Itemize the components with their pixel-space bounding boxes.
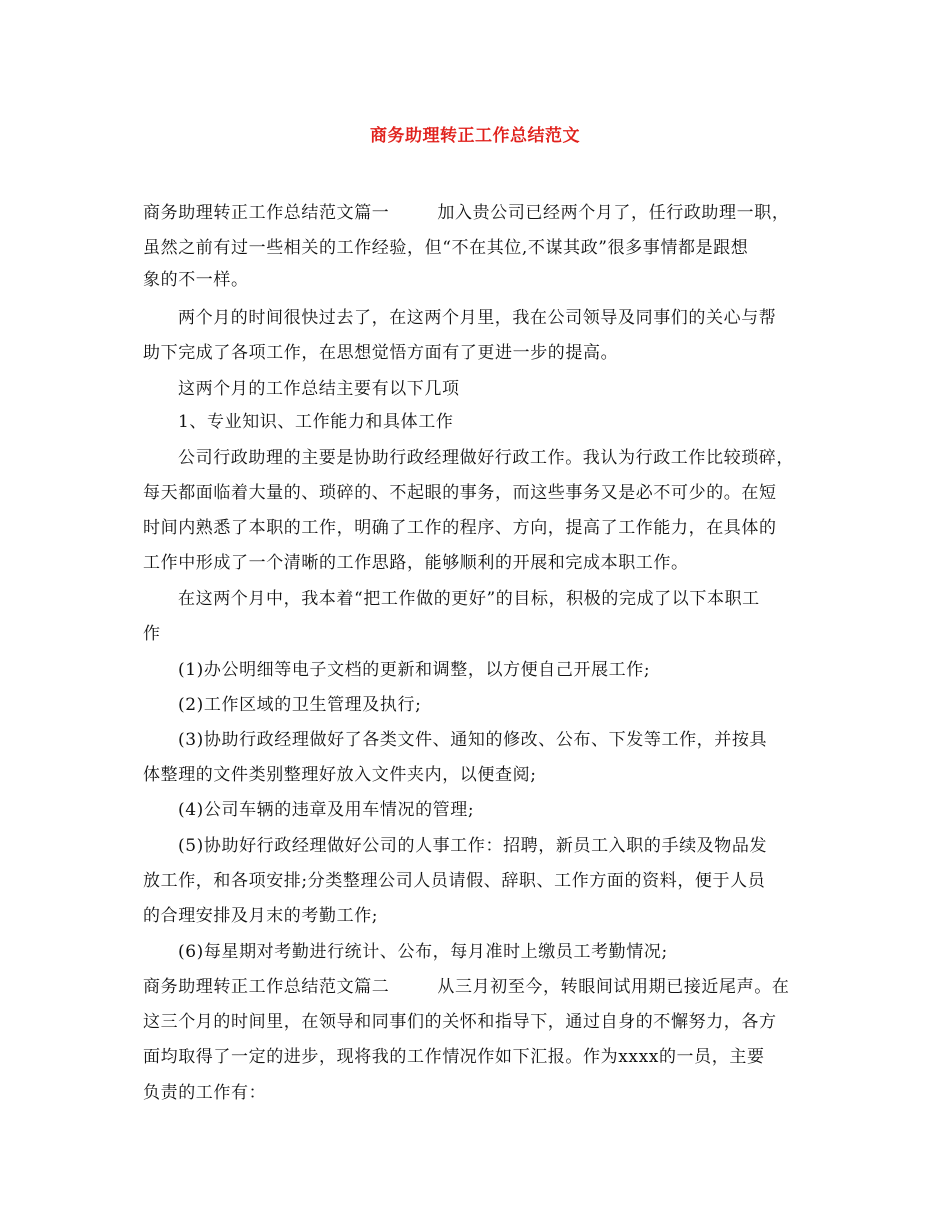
document-title: 商务助理转正工作总结范文 xyxy=(370,126,580,146)
body-line: (3)协助行政经理做好了各类文件、通知的修改、公布、下发等工作，并按具 xyxy=(178,730,768,750)
body-line: 助下完成了各项工作，在思想觉悟方面有了更进一步的提高。 xyxy=(143,343,619,363)
body-line: 1、专业知识、工作能力和具体工作 xyxy=(178,412,454,432)
body-line: 象的不一样。 xyxy=(143,270,249,290)
body-line: (1)办公明细等电子文档的更新和调整，以方便自己开展工作; xyxy=(178,660,651,680)
body-line: 在这两个月中，我本着“把工作做的更好”的目标，积极的完成了以下本职工 xyxy=(178,589,760,609)
body-line: 体整理的文件类别整理好放入文件夹内，以便查阅; xyxy=(143,765,537,785)
body-line: (6)每星期对考勤进行统计、公布，每月准时上缴员工考勤情况; xyxy=(178,942,668,962)
body-line: 每天都面临着大量的、琐碎的、不起眼的事务，而这些事务又是必不可少的。在短 xyxy=(143,483,777,503)
body-line: (5)协助好行政经理做好公司的人事工作：招聘，新员工入职的手续及物品发 xyxy=(178,836,768,856)
body-line: 负责的工作有： xyxy=(143,1083,267,1103)
body-line: 的合理安排及月末的考勤工作; xyxy=(143,906,379,926)
body-line: 商务助理转正工作总结范文篇一 加入贵公司已经两个月了，任行政助理一职， xyxy=(143,203,790,223)
body-line: 这两个月的工作总结主要有以下几项 xyxy=(178,379,460,399)
body-line: (4)公司车辆的违章及用车情况的管理; xyxy=(178,800,475,820)
body-line: 虽然之前有过一些相关的工作经验，但“不在其位,不谋其政”很多事情都是跟想 xyxy=(143,238,749,258)
body-line: 面均取得了一定的进步，现将我的工作情况作如下汇报。作为xxxx的一员，主要 xyxy=(143,1047,765,1067)
body-line: 两个月的时间很快过去了，在这两个月里，我在公司领导及同事们的关心与帮 xyxy=(178,308,777,328)
body-line: 工作中形成了一个清晰的工作思路，能够顺利的开展和完成本职工作。 xyxy=(143,553,689,573)
body-line: 作 xyxy=(143,624,161,644)
body-line: 这三个月的时间里，在领导和同事们的关怀和指导下，通过自身的不懈努力，各方 xyxy=(143,1012,777,1032)
body-line: 放工作，和各项安排;分类整理公司人员请假、辞职、工作方面的资料，便于人员 xyxy=(143,871,766,891)
body-line: 时间内熟悉了本职的工作，明确了工作的程序、方向，提高了工作能力，在具体的 xyxy=(143,518,777,538)
body-line: 公司行政助理的主要是协助行政经理做好行政工作。我认为行政工作比较琐碎， xyxy=(178,448,794,468)
body-line: (2)工作区域的卫生管理及执行; xyxy=(178,695,422,715)
body-line: 商务助理转正工作总结范文篇二 从三月初至今，转眼间试用期已接近尾声。在 xyxy=(143,977,790,997)
